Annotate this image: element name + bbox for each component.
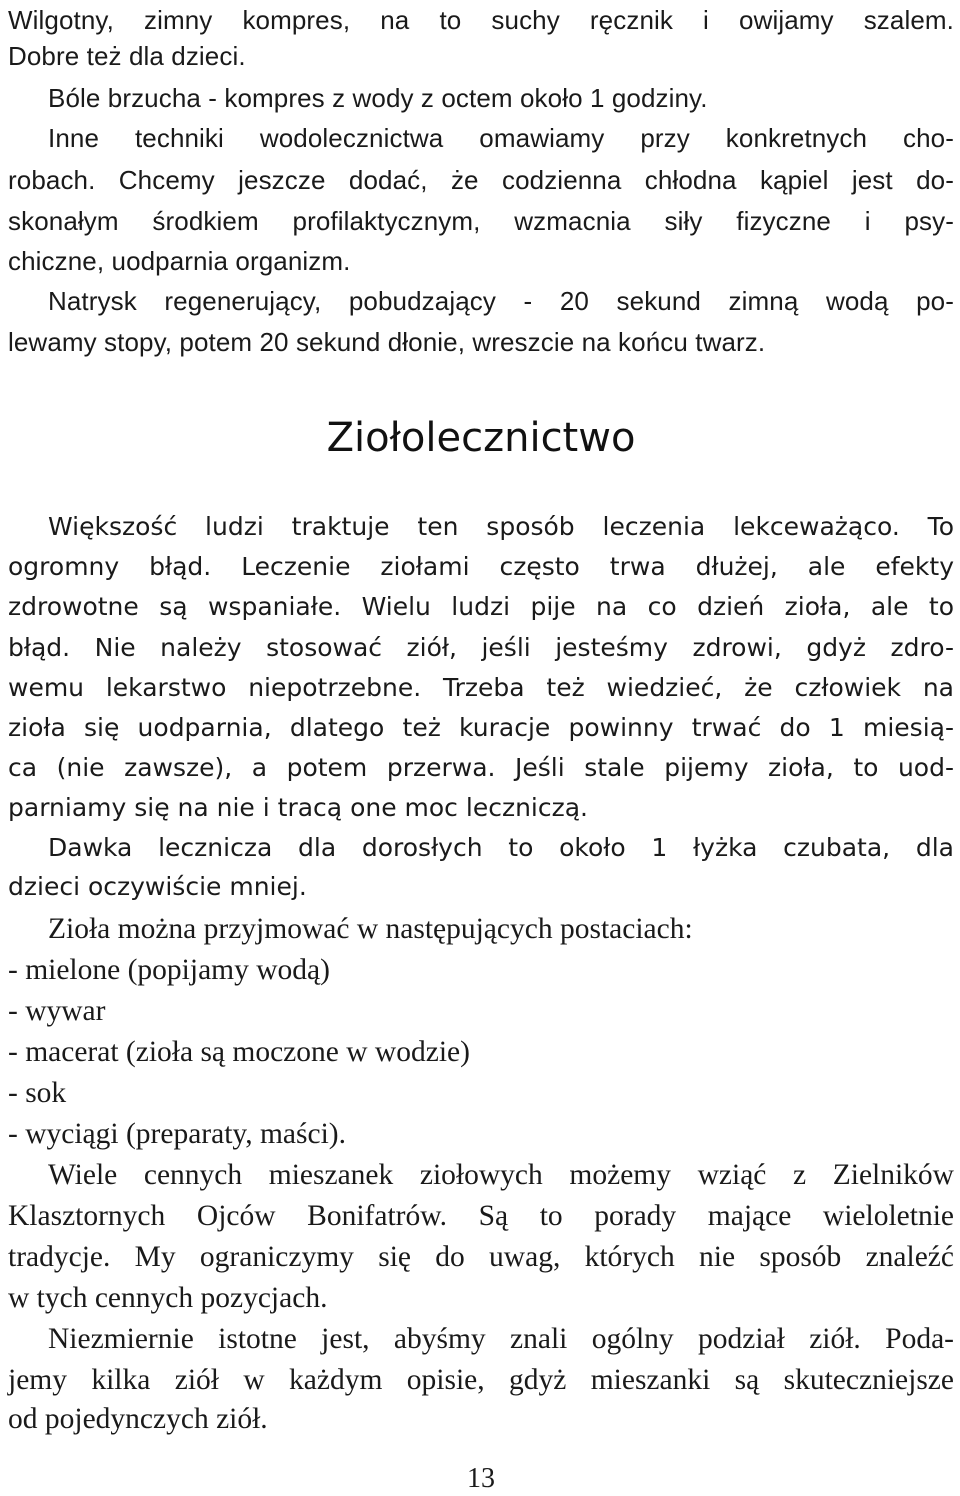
list-item: - wywar	[8, 995, 106, 1027]
text-line: wemu lekarstwo niepotrzebne. Trzeba też wiedzieć, że człowiek na	[8, 673, 954, 702]
text-line: tradycje. My ograniczymy się do uwag, których nie sposób znaleźć	[8, 1241, 954, 1273]
list-item: - wyciągi (preparaty, maści).	[8, 1118, 346, 1150]
text-line: dzieci oczywiście mniej.	[8, 872, 307, 901]
text-line: Inne techniki wodolecznictwa omawiamy przy konkretnych cho-	[48, 123, 954, 153]
text-line: Większość ludzi traktuje ten sposób leczenia lekceważąco. To	[48, 512, 954, 541]
text-line: błąd. Nie należy stosować ziół, jeśli jesteśmy zdrowi, gdyż zdro-	[8, 633, 954, 662]
section-heading: Ziołolecznictwo	[326, 415, 636, 461]
text-line: Natrysk regenerujący, pobudzający - 20 sekund zimną wodą po-	[48, 286, 954, 316]
text-line: jemy kilka ziół w każdym opisie, gdyż mieszanki są skuteczniejsze	[8, 1364, 954, 1396]
text-line: zdrowotne są wspaniałe. Wielu ludzi pije na co dzień zioła, ale to	[8, 592, 954, 621]
text-line: od pojedynczych ziół.	[8, 1403, 268, 1435]
text-line: Klasztornych Ojców Bonifatrów. Są to porady mające wieloletnie	[8, 1200, 954, 1232]
page-number: 13	[467, 1463, 495, 1494]
text-line: ca (nie zawsze), a potem przerwa. Jeśli stale pijemy zioła, to uod-	[8, 753, 954, 782]
text-line: w tych cennych pozycjach.	[8, 1282, 328, 1314]
text-line: lewamy stopy, potem 20 sekund dłonie, wreszcie na końcu twarz.	[8, 327, 766, 357]
text-line: chiczne, uodparnia organizm.	[8, 246, 351, 276]
text-line: skonałym środkiem profilaktycznym, wzmacnia siły fizyczne i psy-	[8, 206, 954, 236]
text-line: Dobre też dla dzieci.	[8, 41, 246, 71]
list-item: - mielone (popijamy wodą)	[8, 954, 330, 986]
text-line: robach. Chcemy jeszcze dodać, że codzienna chłodna kąpiel jest do-	[8, 165, 954, 195]
text-line: zioła się uodparnia, dlatego też kuracje powinny trwać do 1 miesią-	[8, 713, 954, 742]
text-line: Bóle brzucha - kompres z wody z octem około 1 godziny.	[48, 83, 708, 113]
text-line: Wilgotny, zimny kompres, na to suchy ręcznik i owijamy szalem.	[8, 5, 954, 35]
text-line: Dawka lecznicza dla dorosłych to około 1 łyżka czubata, dla	[48, 833, 954, 862]
text-line: ogromny błąd. Leczenie ziołami często trwa dłużej, ale efekty	[8, 552, 954, 581]
list-item: - sok	[8, 1077, 67, 1109]
text-line: Wiele cennych mieszanek ziołowych możemy wziąć z Zielników	[48, 1159, 954, 1191]
list-item: - macerat (zioła są moczone w wodzie)	[8, 1036, 470, 1068]
text-line: parniamy się na nie i tracą one moc leczniczą.	[8, 793, 588, 822]
text-line: Niezmiernie istotne jest, abyśmy znali ogólny podział ziół. Poda-	[48, 1323, 954, 1355]
text-line: Zioła można przyjmować w następujących postaciach:	[48, 913, 693, 945]
